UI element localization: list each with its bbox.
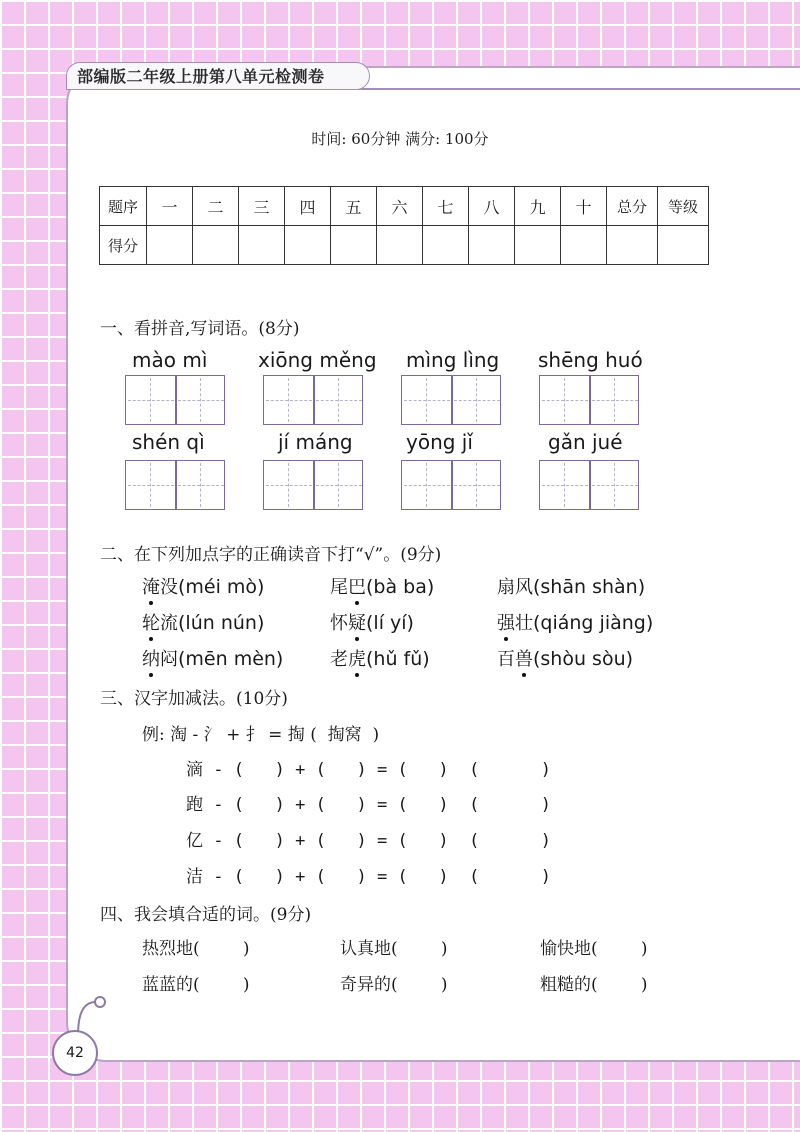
table-cell: 十: [561, 187, 607, 226]
writing-grid[interactable]: [401, 375, 501, 425]
table-cell: 四: [285, 187, 331, 226]
q2-options[interactable]: (mēn mèn): [178, 648, 284, 670]
q3-line[interactable]: 跑 - ( ) + ( ) = ( ) ( ): [186, 795, 551, 815]
table-cell: 得分: [100, 226, 147, 265]
pinyin-label: jí máng: [278, 430, 353, 454]
q2-item: 纳闷(mēn mèn): [142, 645, 283, 671]
score-table: [99, 186, 709, 265]
q3-title: 三、汉字加减法。(10分): [100, 689, 288, 709]
score-input-cell[interactable]: [239, 226, 285, 265]
score-input-cell[interactable]: [658, 226, 709, 265]
q2-options[interactable]: (lún nún): [178, 612, 265, 634]
q2-options[interactable]: (shòu sòu): [533, 648, 634, 670]
q4-item[interactable]: 粗糙的( ): [540, 975, 648, 995]
pinyin-label: mào mì: [132, 348, 208, 372]
pinyin-label: xiōng měng: [258, 348, 377, 372]
q4-item[interactable]: 愉快地( ): [540, 939, 648, 959]
q2-options[interactable]: (shān shàn): [533, 576, 646, 598]
q2-item: 扇风(shān shàn): [497, 576, 646, 598]
table-cell: 八: [469, 187, 515, 226]
q2-item: 怀疑(lí yí): [330, 609, 414, 635]
score-input-cell[interactable]: [285, 226, 331, 265]
page-title: 部编版二年级上册第八单元检测卷: [66, 62, 370, 90]
pinyin-label: yōng jǐ: [406, 430, 473, 454]
score-input-cell[interactable]: [331, 226, 377, 265]
score-input-cell[interactable]: [423, 226, 469, 265]
writing-grid[interactable]: [125, 375, 225, 425]
pinyin-label: gǎn jué: [548, 430, 623, 454]
writing-grid[interactable]: [539, 460, 639, 510]
table-cell: 六: [377, 187, 423, 226]
q2-item: 轮流(lún nún): [142, 609, 264, 635]
table-cell: 总分: [607, 187, 658, 226]
table-cell: 七: [423, 187, 469, 226]
exam-info: 时间: 60分钟 满分: 100分: [311, 130, 489, 148]
q2-options[interactable]: (méi mò): [178, 576, 265, 598]
q3-line[interactable]: 亿 - ( ) + ( ) = ( ) ( ): [186, 831, 551, 851]
table-cell: 五: [331, 187, 377, 226]
writing-grid[interactable]: [539, 375, 639, 425]
writing-grid[interactable]: [125, 460, 225, 510]
q2-title: 二、在下列加点字的正确读音下打“√”。(9分): [100, 545, 442, 565]
q2-item: 老虎(hǔ fǔ): [330, 645, 430, 671]
q3-line[interactable]: 洁 - ( ) + ( ) = ( ) ( ): [186, 867, 551, 887]
score-table-header-row: [100, 187, 709, 226]
q3-line[interactable]: 滴 - ( ) + ( ) = ( ) ( ): [186, 760, 551, 780]
table-cell: 二: [193, 187, 239, 226]
q1-title: 一、看拼音,写词语。(8分): [100, 319, 300, 339]
table-cell: 三: [239, 187, 285, 226]
score-input-cell[interactable]: [193, 226, 239, 265]
q2-item: 淹没(méi mò): [142, 573, 264, 599]
q4-item[interactable]: 热烈地( ): [142, 939, 250, 959]
score-input-cell[interactable]: [147, 226, 193, 265]
table-cell: 等级: [658, 187, 709, 226]
q4-item[interactable]: 认真地( ): [340, 939, 448, 959]
table-cell: 一: [147, 187, 193, 226]
score-input-cell[interactable]: [377, 226, 423, 265]
q4-item[interactable]: 蓝蓝的( ): [142, 975, 250, 995]
pinyin-label: shēng huó: [538, 348, 643, 372]
score-input-cell[interactable]: [561, 226, 607, 265]
writing-grid[interactable]: [263, 460, 363, 510]
table-cell: 题序: [100, 187, 147, 226]
q2-item: 百兽(shòu sòu): [497, 645, 633, 671]
q2-item: 强壮(qiáng jiàng): [497, 609, 653, 635]
pinyin-label: shén qì: [132, 430, 205, 454]
score-input-cell[interactable]: [607, 226, 658, 265]
q4-title: 四、我会填合适的词。(9分): [100, 905, 312, 925]
writing-grid[interactable]: [401, 460, 501, 510]
score-input-cell[interactable]: [469, 226, 515, 265]
q3-example: 例: 淘 - 氵 + 扌 = 掏 ( 掏窝 ): [142, 725, 380, 745]
writing-grid[interactable]: [263, 375, 363, 425]
q4-item[interactable]: 奇异的( ): [340, 975, 448, 995]
score-table-score-row: [100, 226, 709, 265]
score-input-cell[interactable]: [515, 226, 561, 265]
table-cell: 九: [515, 187, 561, 226]
q2-options[interactable]: (qiáng jiàng): [533, 612, 654, 634]
pinyin-label: mìng lìng: [406, 348, 500, 372]
q2-options[interactable]: (lí yí): [366, 612, 414, 634]
page-number: 42: [52, 1030, 98, 1076]
q2-options[interactable]: (hǔ fǔ): [366, 648, 430, 670]
q2-item: 尾巴(bà ba): [330, 573, 434, 599]
q2-options[interactable]: (bà ba): [366, 576, 435, 598]
